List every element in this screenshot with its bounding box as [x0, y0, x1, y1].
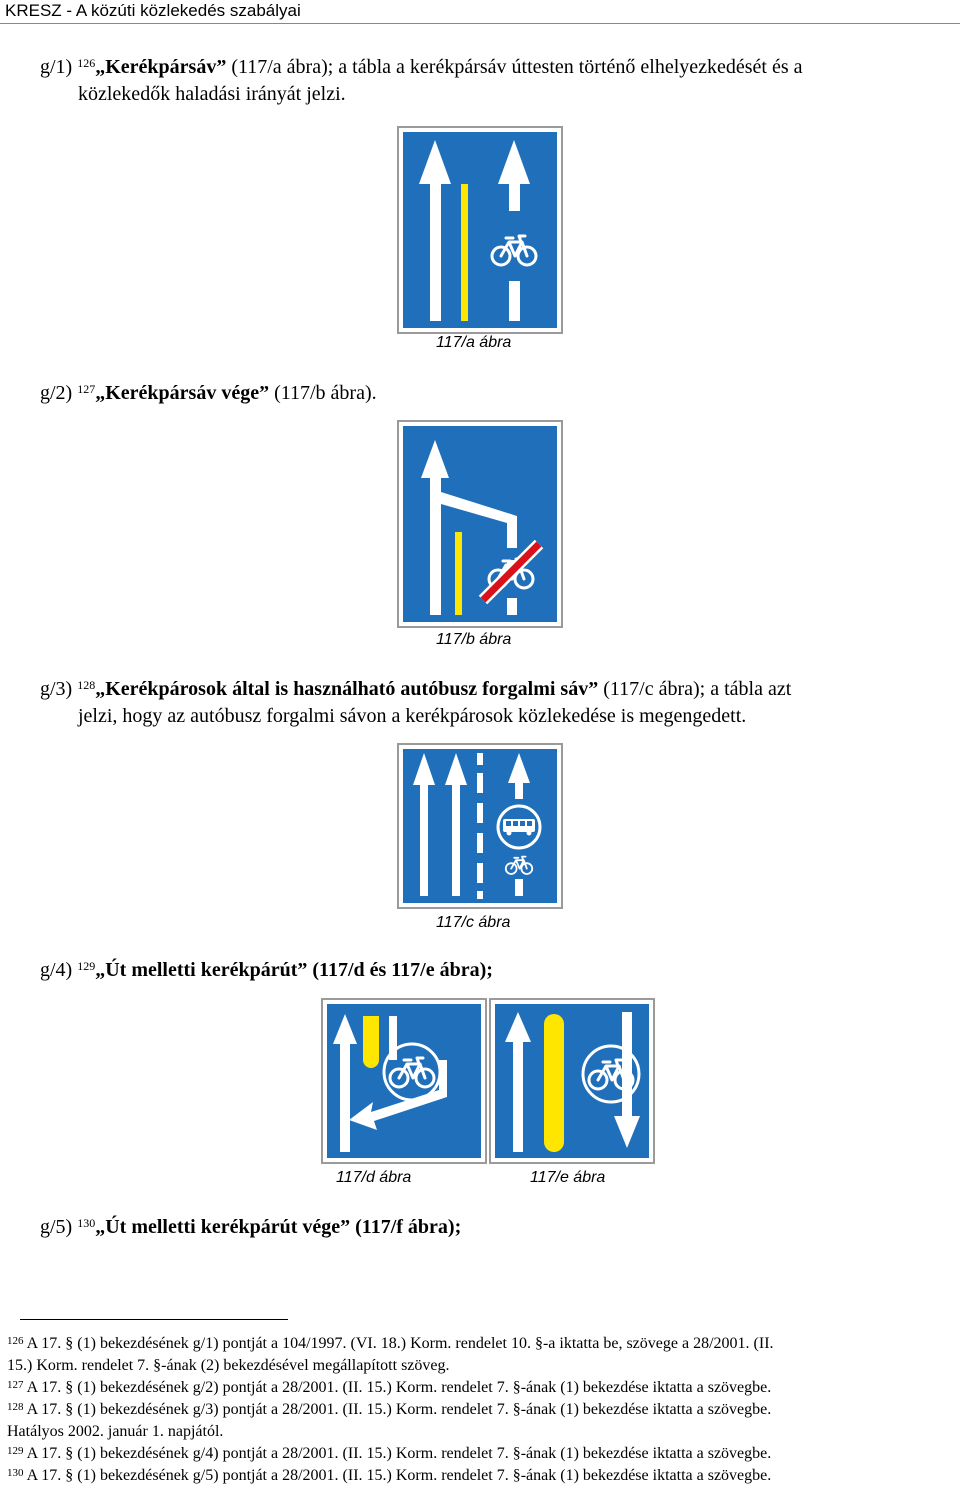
- item-text-line2: közlekedők haladási irányát jelzi.: [78, 83, 346, 105]
- figure-ref: (117/a ábra): [231, 56, 328, 78]
- sign-117b-bicycle-lane-end: [397, 420, 563, 628]
- item-label: g/4): [40, 959, 73, 981]
- footnote-text: A 17. § (1) bekezdésének g/1) pontját a 104/1997. (VI. 18.) Korm. rendelet 10. §-a iktatta be, szövege a 28/2001. (II.: [26, 1335, 774, 1352]
- footnote-ref: 130: [77, 1216, 96, 1230]
- footnote-ref: 128: [77, 678, 96, 692]
- footnote: [7, 1333, 957, 1377]
- figure-caption-117c: 117/c ábra: [436, 914, 511, 931]
- sign-117c-bus-lane-bicycles-allowed: [397, 743, 563, 909]
- footnote-text-line2: Hatályos 2002. január 1. napjától.: [7, 1423, 224, 1440]
- sign-117d-adjacent-cycle-path: [321, 998, 487, 1164]
- footnote-ref: 126: [77, 56, 96, 70]
- footnote-number: 128: [7, 1401, 24, 1413]
- footnote-number: 126: [7, 1335, 24, 1347]
- footnote: [7, 1443, 957, 1465]
- item-label: g/5): [40, 1216, 73, 1238]
- item-name: „Kerékpársáv”: [95, 56, 227, 78]
- item-label: g/1): [40, 56, 73, 78]
- footnote: [7, 1399, 957, 1443]
- figure-caption-117a: 117/a ábra: [436, 334, 512, 351]
- footnote-text: A 17. § (1) bekezdésének g/2) pontját a 28/2001. (II. 15.) Korm. rendelet 7. §-ának (1) bekezdése iktatta a szövegbe.: [26, 1379, 772, 1396]
- footnote-number: 130: [7, 1467, 24, 1479]
- item-text-line2: jelzi, hogy az autóbusz forgalmi sávon a kerékpárosok közlekedése is megengedett.: [78, 705, 747, 727]
- paragraph-g3: [40, 676, 960, 730]
- figure-caption-117d: 117/d ábra: [336, 1169, 412, 1186]
- paragraph-g4: [40, 957, 960, 984]
- item-name: „Kerékpársáv vége”: [95, 382, 270, 404]
- footnote: [7, 1465, 957, 1487]
- footnote-number: 129: [7, 1445, 24, 1457]
- footnote-text: A 17. § (1) bekezdésének g/4) pontját a 28/2001. (II. 15.) Korm. rendelet 7. §-ának (1) bekezdése iktatta a szövegbe.: [26, 1445, 772, 1462]
- item-name: „Út melletti kerékpárút vége”: [95, 1216, 351, 1238]
- footnotes: [7, 1333, 957, 1487]
- figure-caption-117b: 117/b ábra: [436, 631, 512, 648]
- item-label: g/3): [40, 678, 73, 700]
- footnote-separator: [20, 1319, 288, 1320]
- header-title: KRESZ - A közúti közlekedés szabályai: [5, 1, 301, 20]
- figure-ref: (117/f ábra);: [355, 1216, 462, 1238]
- figure-caption-117e: 117/e ábra: [530, 1169, 606, 1186]
- footnote-text: A 17. § (1) bekezdésének g/5) pontját a 28/2001. (II. 15.) Korm. rendelet 7. §-ának (1) bekezdése iktatta a szövegbe.: [26, 1467, 772, 1484]
- footnote-text: A 17. § (1) bekezdésének g/3) pontját a 28/2001. (II. 15.) Korm. rendelet 7. §-ának (1) bekezdése iktatta a szövegbe.: [26, 1401, 772, 1418]
- sign-117a-bicycle-lane: [397, 126, 563, 334]
- footnote-number: 127: [7, 1379, 24, 1391]
- figure-ref: (117/c ábra): [603, 678, 700, 700]
- figure-ref: (117/d és 117/e ábra);: [312, 959, 493, 981]
- item-name: „Út melletti kerékpárút”: [95, 959, 308, 981]
- item-text: ; a tábla azt: [699, 678, 792, 700]
- item-text: ; a tábla a kerékpársáv úttesten történő elhelyezkedését és a: [327, 56, 803, 78]
- footnote-ref: 129: [77, 959, 96, 973]
- paragraph-g2: [40, 380, 960, 407]
- page-header: [0, 0, 960, 24]
- footnote-text-line2: 15.) Korm. rendelet 7. §-ának (2) bekezdésével megállapított szöveg.: [7, 1357, 450, 1374]
- footnote: [7, 1377, 957, 1399]
- footnote-ref: 127: [77, 382, 96, 396]
- paragraph-g5: [40, 1214, 960, 1241]
- sign-117e-adjacent-cycle-path: [489, 998, 655, 1164]
- item-name: „Kerékpárosok által is használható autóbusz forgalmi sáv”: [95, 678, 599, 700]
- paragraph-g1: [40, 54, 960, 108]
- figure-ref: (117/b ábra).: [274, 382, 377, 404]
- item-label: g/2): [40, 382, 73, 404]
